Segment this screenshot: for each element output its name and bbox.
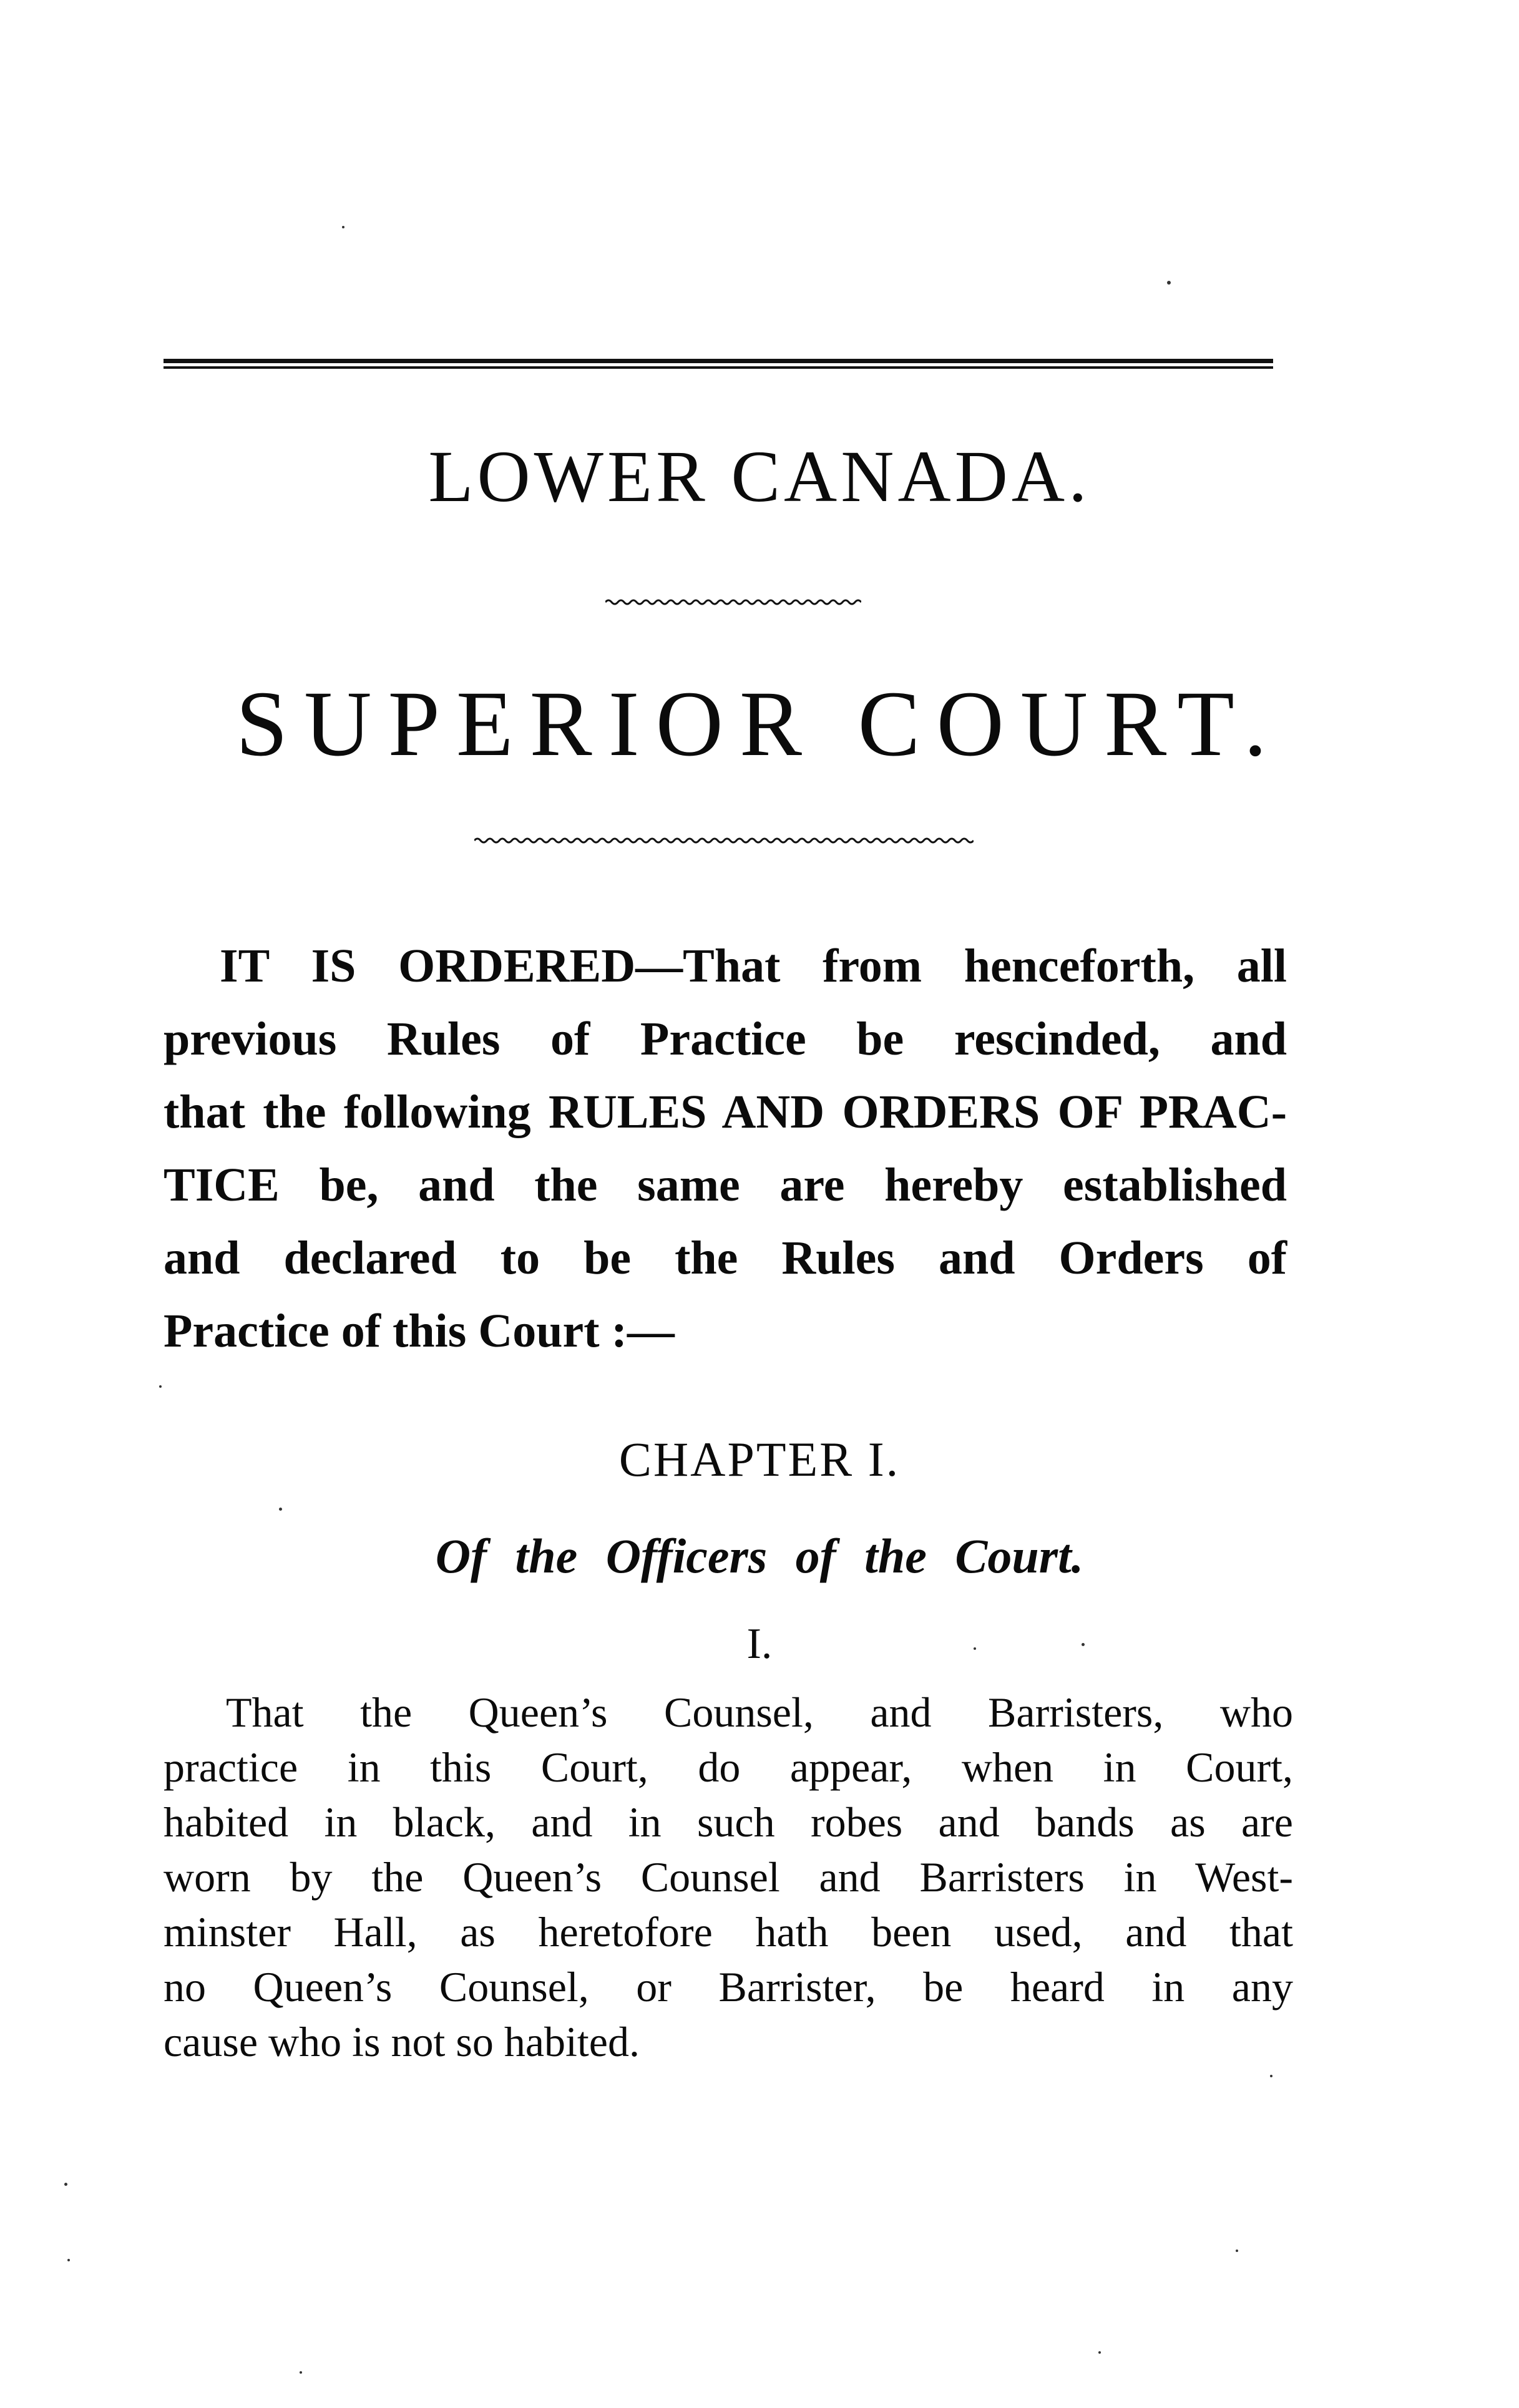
print-speck (1098, 2351, 1101, 2354)
print-speck (64, 2183, 67, 2186)
chapter-heading: CHAPTER I. (618, 1432, 901, 1486)
province-title: LOWER CANADA. (428, 436, 1091, 517)
wavy-rule-divider (605, 598, 861, 607)
chapter-subtitle: Of the Officers of the Court. (435, 1529, 1084, 1583)
section-paragraph (164, 1685, 1293, 2069)
section-line: practice in this Court, do appear, when in Court, (164, 1743, 1293, 1791)
order-line: and declared to be the Rules and Orders of (164, 1232, 1287, 1284)
order-line: IT IS ORDERED—That from henceforth, all (220, 940, 1287, 992)
order-paragraph (164, 930, 1287, 1368)
print-speck (1270, 2075, 1272, 2077)
court-title: SUPERIOR COURT. (235, 672, 1284, 776)
section-line: That the Queen’s Counsel, and Barristers, who (226, 1689, 1293, 1736)
print-speck (67, 2259, 70, 2261)
section-number: I. (746, 1620, 773, 1668)
section-line: habited in black, and in such robes and bands as are (164, 1798, 1293, 1846)
order-line: that the following RULES AND ORDERS OF PRAC- (164, 1086, 1287, 1138)
print-speck (1236, 2250, 1238, 2252)
section-line: worn by the Queen’s Counsel and Barristers in West- (164, 1853, 1293, 1901)
section-line: minster Hall, as heretofore hath been used, and that (164, 1908, 1293, 1956)
double-rule-divider (164, 359, 1273, 370)
print-speck (342, 226, 344, 228)
print-speck (300, 2371, 302, 2374)
print-speck (159, 1385, 162, 1388)
print-speck (279, 1508, 282, 1511)
print-speck (1082, 1643, 1085, 1646)
order-line: Practice of this Court :— (164, 1305, 675, 1357)
section-line: no Queen’s Counsel, or Barrister, be heard in any (164, 1963, 1293, 2011)
print-speck (974, 1647, 976, 1650)
wavy-rule-divider (474, 836, 974, 845)
section-line: cause who is not so habited. (164, 2018, 640, 2065)
print-speck (1167, 281, 1171, 285)
order-line: previous Rules of Practice be rescinded, and (164, 1013, 1287, 1065)
order-line: TICE be, and the same are hereby established (164, 1159, 1287, 1211)
